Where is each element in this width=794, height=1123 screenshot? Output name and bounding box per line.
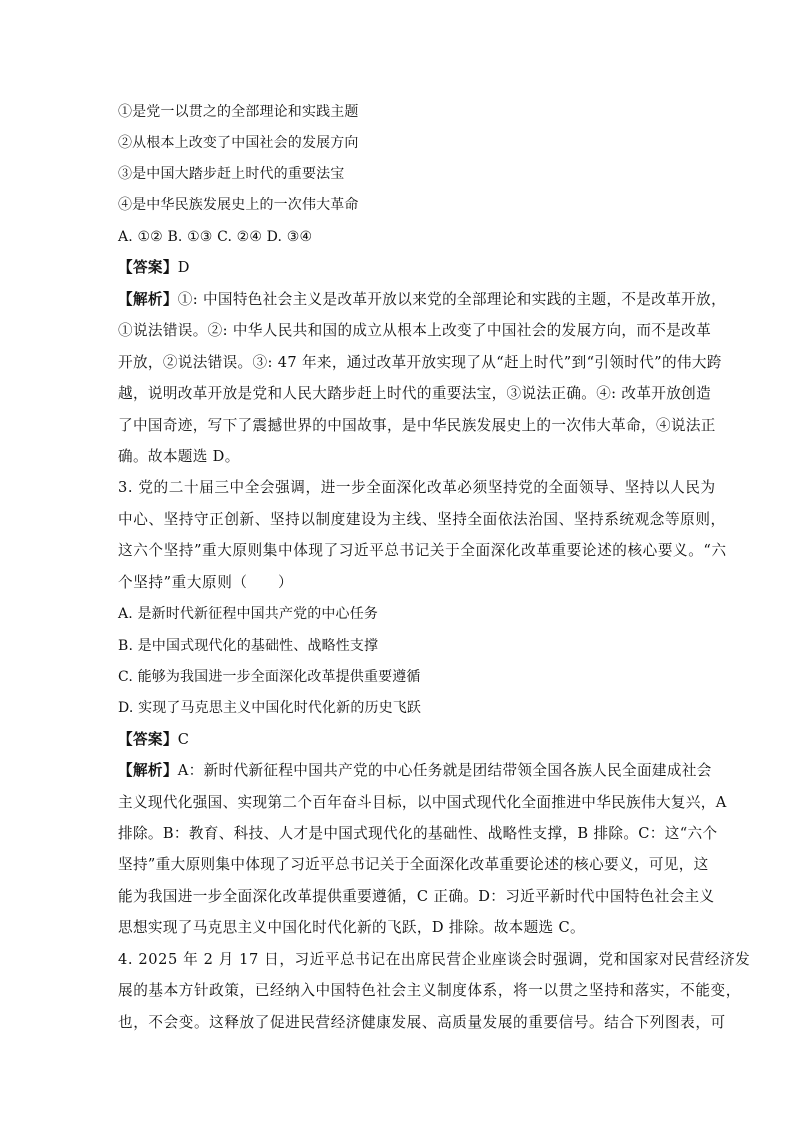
q3-stem-line: 这六个坚持”重大原则集中体现了习近平总书记关于全面深化改革重要论述的核心要义。“六 [118, 542, 727, 559]
q2-analysis-line: ①说法错误。②: 中华人民共和国的成立从根本上改变了中国社会的发展方向，而不是改革 [118, 322, 712, 339]
answer-label: 【答案】 [118, 259, 178, 276]
q4-stem-line: 展的基本方针政策，已经纳入中国特色社会主义制度体系，将一以贯之坚持和落实，不能变， [118, 982, 741, 999]
q3-analysis-line: 能为我国进一步全面深化改革提供重要遵循，C 正确。D：习近平新时代中国特色社会主义 [118, 888, 715, 905]
q2-statement-2: ②从根本上改变了中国社会的发展方向 [118, 135, 359, 151]
q3-stem-line: 中心、坚持守正创新、坚持以制度建设为主线、坚持全面依法治国、坚持系统观念等原则， [118, 511, 726, 528]
analysis-label: 【解析】 [118, 762, 178, 779]
answer-value: D [177, 259, 190, 276]
q4-stem-line: 也，不会变。这释放了促进民营经济健康发展、高质量发展的重要信号。结合下列图表，可 [118, 1014, 726, 1031]
q3-stem-line: 个坚持”重大原则（ ） [118, 574, 294, 591]
q3-analysis-line: 思想实现了马克思主义中国化时代化新的飞跃，D 排除。故本题选 C。 [118, 919, 585, 936]
q2-analysis-line: 了中国奇迹，写下了震撼世界的中国故事，是中华民族发展史上的一次伟大革命，④说法正 [118, 417, 716, 434]
q2-analysis-line [118, 291, 727, 309]
q3-option-b: B. 是中国式现代化的基础性、战略性支撑 [118, 638, 379, 654]
q2-analysis-line: 越，说明改革开放是党和人民大踏步赶上时代的重要法宝，③说法正确。④: 改革开放创造 [118, 385, 712, 402]
q3-option-a: A. 是新时代新征程中国共产党的中心任务 [118, 606, 379, 622]
q3-answer [118, 731, 678, 749]
q4-stem-line: 4. 2025 年 2 月 17 日，习近平总书记在出席民营企业座谈会时强调，党和国家对民营经济发 [118, 951, 751, 968]
analysis-text: A：新时代新征程中国共产党的中心任务就是团结带领全国各族人民全面建成社会 [177, 762, 712, 779]
q3-analysis-line: 排除。B：教育、科技、人才是中国式现代化的基础性、战略性支撑，B 排除。C：这“六个 [118, 825, 718, 842]
q3-analysis-line: 坚持”重大原则集中体现了习近平总书记关于全面深化改革重要论述的核心要义，可见，这 [118, 856, 709, 873]
analysis-label: 【解析】 [118, 291, 178, 308]
answer-value: C [177, 731, 190, 748]
q3-analysis-line: 主义现代化强国、实现第二个百年奋斗目标，以中国式现代化全面推进中华民族伟大复兴，A [118, 794, 727, 811]
q3-option-c: C. 能够为我国进一步全面深化改革提供重要遵循 [118, 669, 421, 685]
q2-statement-1: ①是党一以贯之的全部理论和实践主题 [118, 104, 359, 120]
q2-statement-4: ④是中华民族发展史上的一次伟大革命 [118, 197, 359, 213]
q2-choices: A. ①② B. ①③ C. ②④ D. ③④ [118, 229, 313, 245]
q3-option-d: D. 实现了马克思主义中国化时代化新的历史飞跃 [118, 700, 422, 716]
q2-analysis-line: 开放，②说法错误。③: 47 年来，通过改革开放实现了从“赶上时代”到“引领时代”的伟大跨 [118, 354, 722, 371]
q3-stem-line: 3. 党的二十届三中全会强调，进一步全面深化改革必须坚持党的全面领导、坚持以人民为 [118, 479, 716, 496]
analysis-text: ①: 中国特色社会主义是改革开放以来党的全部理论和实践的主题，不是改革开放， [177, 291, 727, 308]
q2-analysis-line: 确。故本题选 D。 [118, 448, 240, 465]
answer-label: 【答案】 [118, 731, 178, 748]
q2-statement-3: ③是中国大踏步赶上时代的重要法宝 [118, 166, 345, 182]
q3-analysis-line [118, 762, 712, 780]
q2-answer [118, 259, 678, 277]
